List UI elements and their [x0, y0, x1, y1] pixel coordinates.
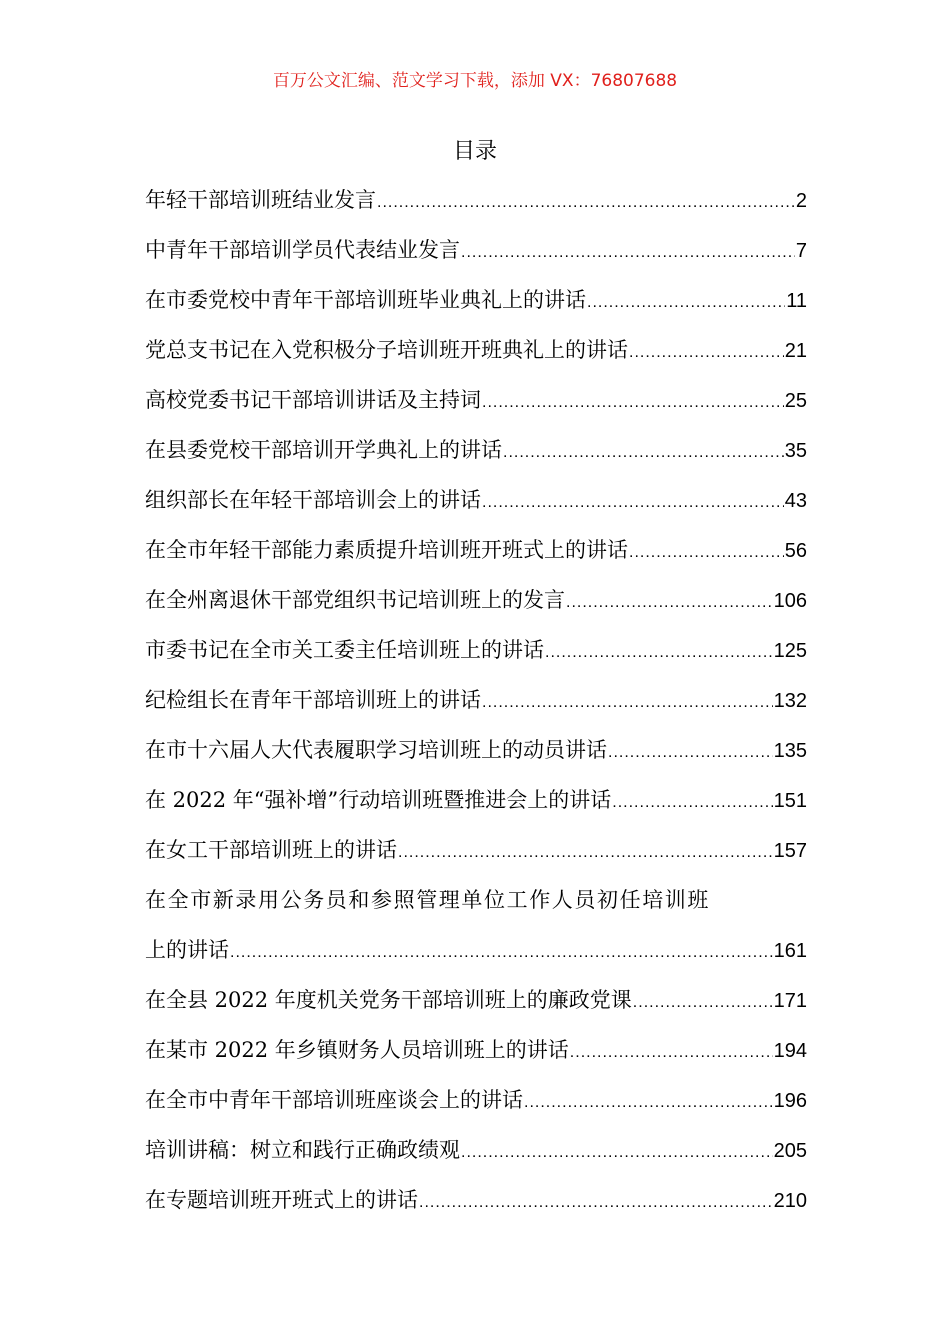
toc-entry[interactable]	[145, 275, 807, 325]
toc-entry-title: 在 2022 年“强补增”行动培训班暨推进会上的讲话	[145, 788, 612, 812]
toc-entry-title: 培训讲稿：树立和践行正确政绩观	[145, 1138, 460, 1162]
toc-entry-page: 43	[784, 490, 807, 512]
toc-entry-title: 在市十六届人大代表履职学习培训班上的动员讲话	[145, 738, 607, 762]
toc-entry-title: 在专题培训班开班式上的讲话	[145, 1188, 418, 1212]
toc-leader-dots	[503, 428, 784, 475]
toc-entry-title: 市委书记在全市关工委主任培训班上的讲话	[145, 638, 544, 662]
toc-leader-dots	[633, 978, 773, 1025]
toc-leader-dots	[545, 628, 773, 675]
toc-entry-page: 7	[795, 240, 807, 262]
toc-entry[interactable]	[145, 475, 807, 525]
toc-entry-title: 在全市年轻干部能力素质提升培训班开班式上的讲话	[145, 538, 628, 562]
toc-entry-page: 194	[773, 1040, 807, 1062]
toc-entry-page: 132	[773, 690, 807, 712]
toc-leader-dots	[608, 728, 773, 775]
toc-leader-dots	[482, 478, 784, 525]
toc-entry[interactable]	[145, 1025, 807, 1075]
toc-entry-title: 在全县 2022 年度机关党务干部培训班上的廉政党课	[145, 988, 632, 1012]
toc-entry-page: 11	[786, 290, 807, 312]
toc-entry-page: 157	[773, 840, 807, 862]
toc-leader-dots	[612, 778, 772, 825]
toc-entry-page: 35	[784, 440, 807, 462]
toc-entry[interactable]	[145, 1075, 807, 1125]
toc-entry-page: 135	[773, 740, 807, 762]
toc-leader-dots	[524, 1078, 773, 1125]
toc-entry[interactable]	[145, 225, 807, 275]
toc-entry-page: 2	[795, 190, 807, 212]
toc-entry-title: 在女工干部培训班上的讲话	[145, 838, 397, 862]
toc-entry-title: 年轻干部培训班结业发言	[145, 188, 376, 212]
toc-entry-page: 56	[784, 540, 807, 562]
toc-entry-page: 196	[773, 1090, 807, 1112]
toc-entry[interactable]	[145, 525, 807, 575]
toc-entry[interactable]	[145, 575, 807, 625]
toc-entry-title-line1[interactable]	[145, 875, 807, 925]
toc-entry[interactable]	[145, 725, 807, 775]
toc-leader-dots	[461, 228, 795, 275]
toc-leader-dots	[629, 528, 784, 575]
toc-leader-dots	[398, 828, 773, 875]
toc-leader-dots	[377, 178, 795, 225]
toc-entry-title: 高校党委书记干部培训讲话及主持词	[145, 388, 481, 412]
toc-entry-page: 21	[784, 340, 807, 362]
toc-entry[interactable]	[145, 325, 807, 375]
toc-entry-title: 在县委党校干部培训开学典礼上的讲话	[145, 438, 502, 462]
toc-entry-title: 在全州离退休干部党组织书记培训班上的发言	[145, 588, 565, 612]
toc-entry-page: 25	[784, 390, 807, 412]
toc-entry[interactable]	[145, 975, 807, 1025]
toc-leader-dots	[482, 678, 773, 725]
toc-entry[interactable]	[145, 625, 807, 675]
toc-entry[interactable]	[145, 925, 807, 975]
toc-leader-dots	[629, 328, 784, 375]
watermark-header: 百万公文汇编、范文学习下载，添加 VX：76807688	[272, 71, 678, 91]
toc-entry-title: 上的讲话	[145, 938, 229, 962]
toc-entry[interactable]	[145, 1175, 807, 1225]
toc-entry-title: 中青年干部培训学员代表结业发言	[145, 238, 460, 262]
toc-entry-title: 党总支书记在入党积极分子培训班开班典礼上的讲话	[145, 338, 628, 362]
toc-entry-page: 151	[773, 790, 807, 812]
toc-entry-page: 171	[773, 990, 807, 1012]
toc-entry[interactable]	[145, 425, 807, 475]
toc-leader-dots	[230, 928, 773, 975]
toc-title: 目录	[452, 139, 497, 164]
toc-entry-title: 在市委党校中青年干部培训班毕业典礼上的讲话	[145, 288, 586, 312]
toc-entry-title: 在某市 2022 年乡镇财务人员培训班上的讲话	[145, 1038, 569, 1062]
toc-entry-title: 在全市新录用公务员和参照管理单位工作人员初任培训班	[145, 888, 710, 912]
toc-entry[interactable]	[145, 1125, 807, 1175]
toc-entry-title: 组织部长在年轻干部培训会上的讲话	[145, 488, 481, 512]
toc-entry-page: 210	[773, 1190, 807, 1212]
toc-entry[interactable]	[145, 375, 807, 425]
toc-leader-dots	[570, 1028, 773, 1075]
toc-entry[interactable]	[145, 675, 807, 725]
toc-entry-page: 161	[773, 940, 807, 962]
toc-leader-dots	[482, 378, 784, 425]
table-of-contents	[145, 175, 807, 1225]
toc-entry-page: 125	[773, 640, 807, 662]
toc-leader-dots	[419, 1178, 773, 1225]
toc-entry-page: 205	[773, 1140, 807, 1162]
toc-entry-page: 106	[773, 590, 807, 612]
toc-entry[interactable]	[145, 175, 807, 225]
toc-leader-dots	[461, 1128, 773, 1175]
toc-entry[interactable]	[145, 825, 807, 875]
toc-leader-dots	[587, 278, 785, 325]
toc-entry-title: 在全市中青年干部培训班座谈会上的讲话	[145, 1088, 523, 1112]
toc-leader-dots	[566, 578, 773, 625]
toc-entry[interactable]	[145, 775, 807, 825]
toc-entry-title: 纪检组长在青年干部培训班上的讲话	[145, 688, 481, 712]
